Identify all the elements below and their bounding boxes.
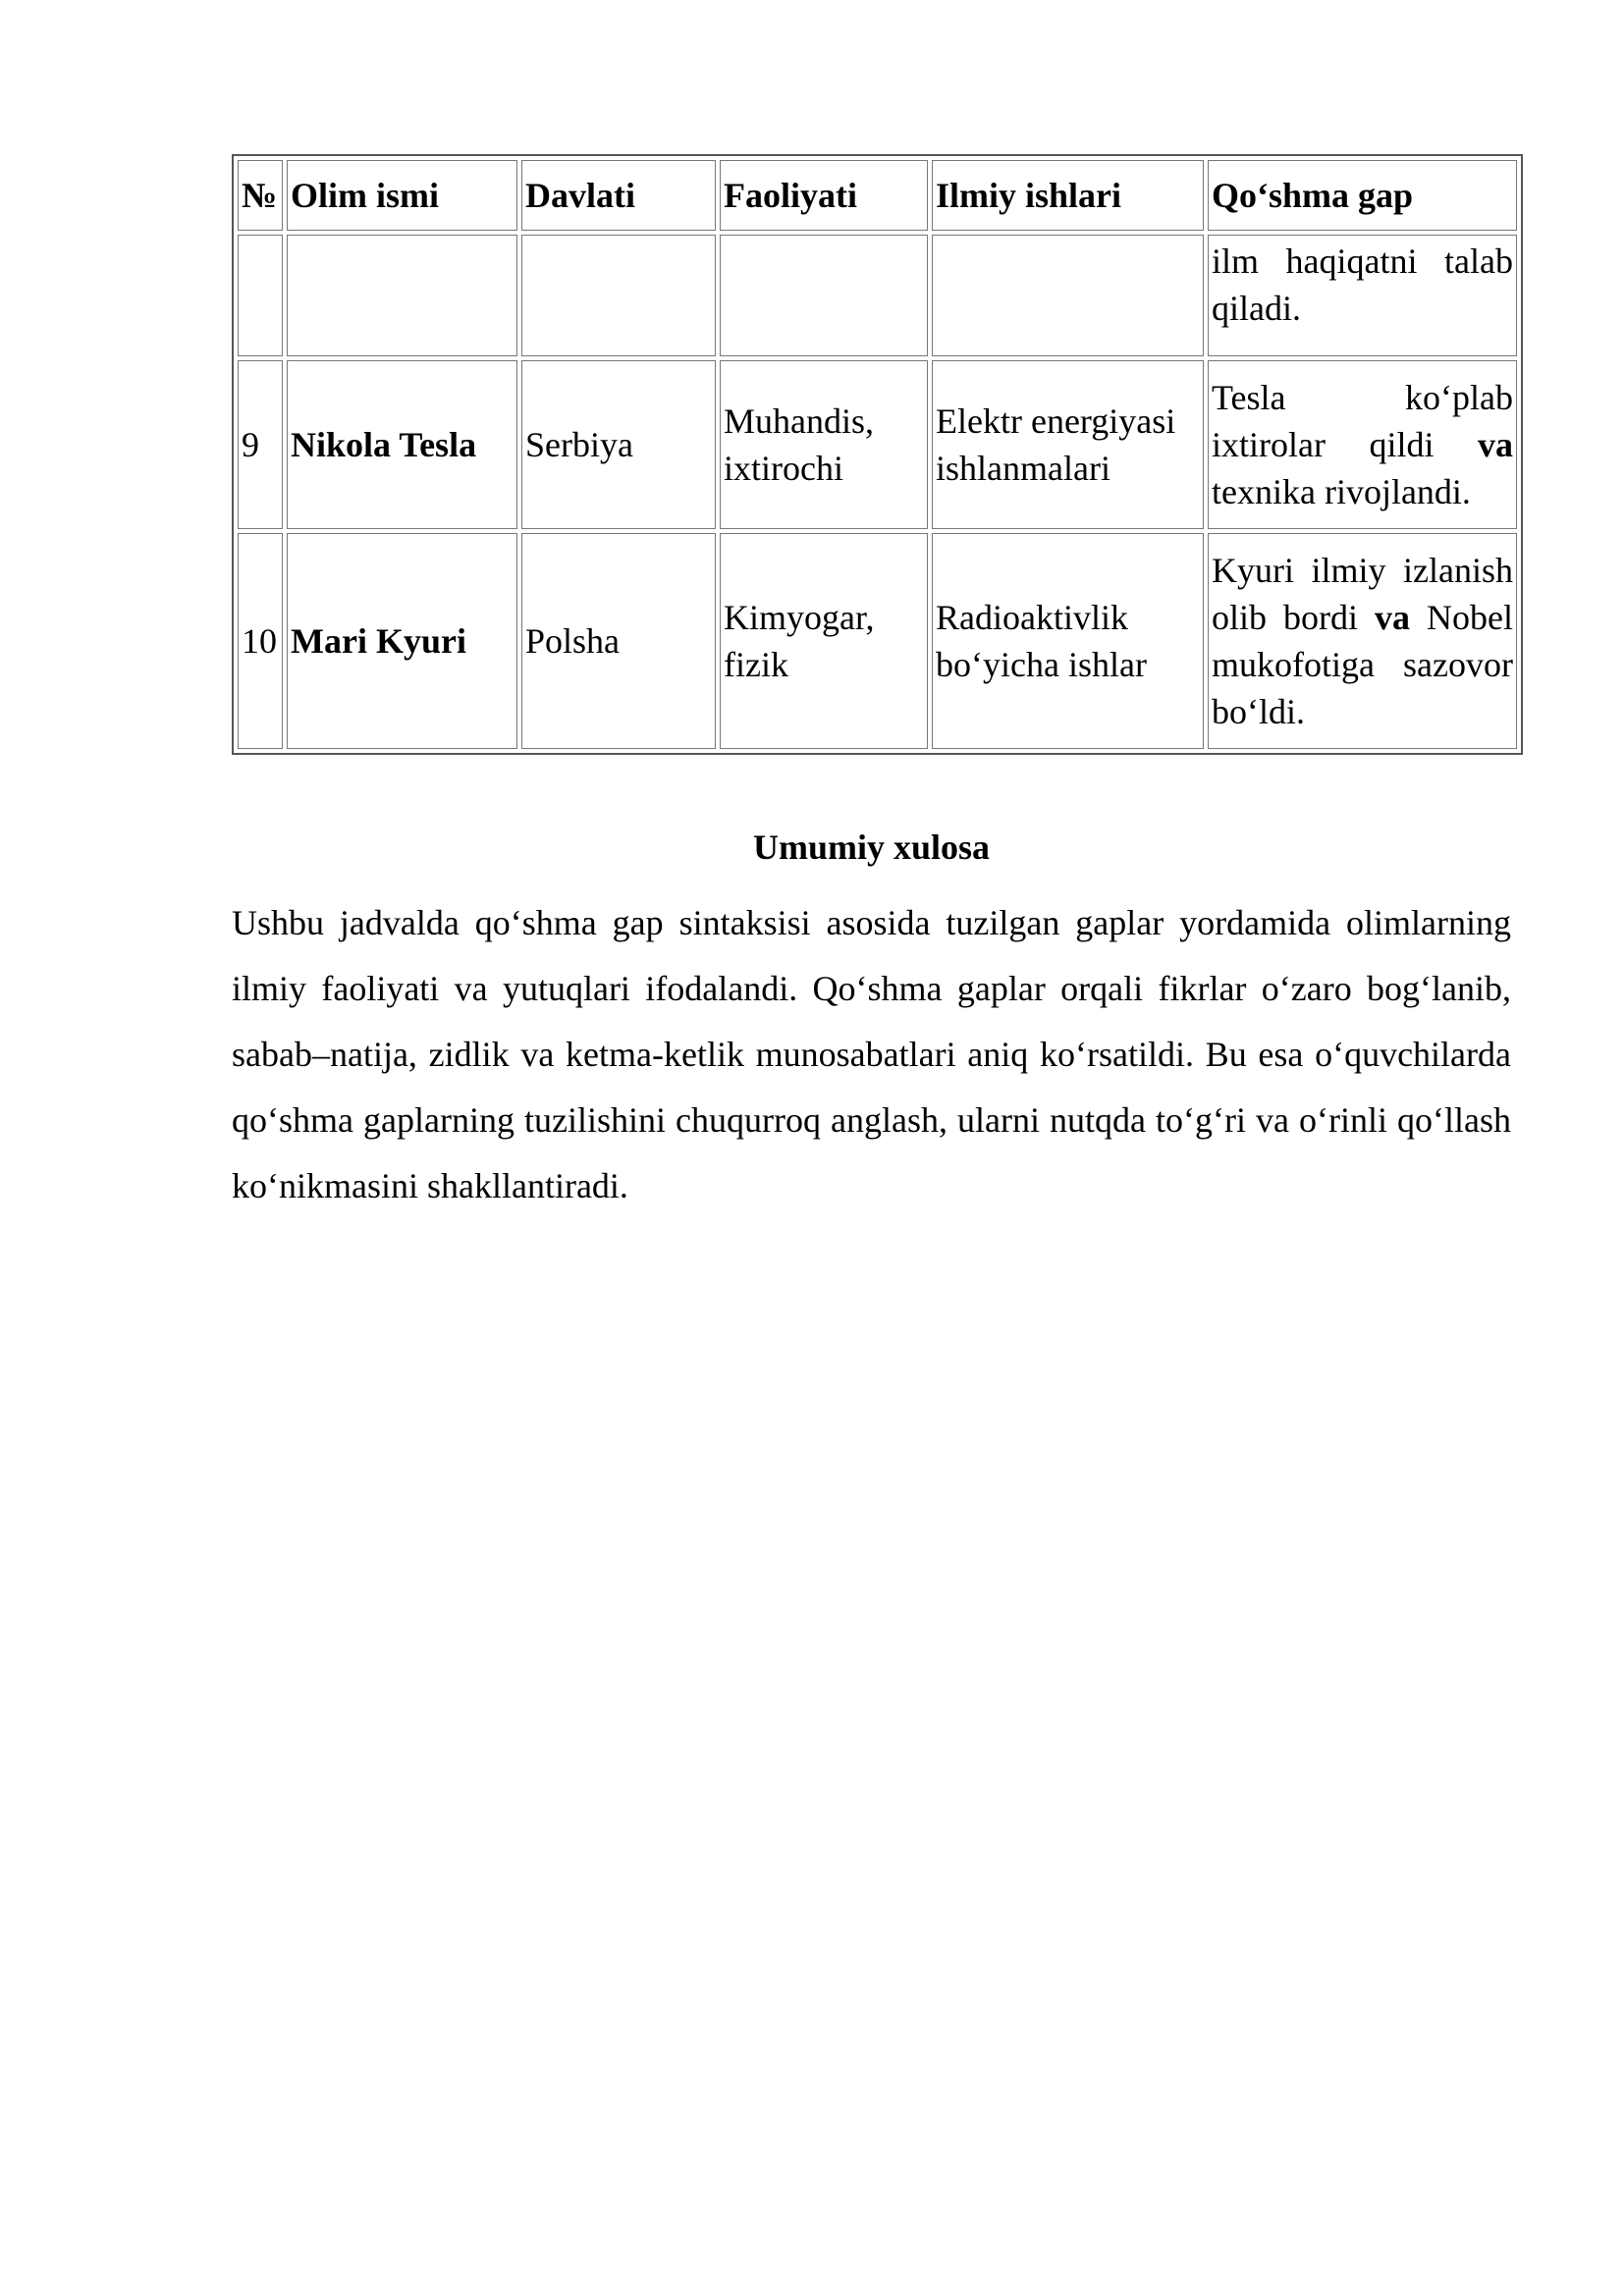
cell-number: [238, 235, 283, 356]
cell-country: [521, 235, 716, 356]
document-page: [232, 154, 1511, 1255]
conjunction: va: [1375, 598, 1411, 637]
table-row: [238, 360, 1517, 529]
header-scientific-works: Ilmiy ishlari: [932, 160, 1204, 231]
sentence-part: texnika rivojlandi.: [1212, 472, 1471, 511]
table-row: [238, 533, 1517, 749]
header-activity: Faoliyati: [720, 160, 928, 231]
table-header-row: [238, 160, 1517, 231]
scientists-table: [232, 154, 1523, 755]
table-row: [238, 235, 1517, 356]
cell-compound-sentence: [1208, 533, 1517, 749]
cell-name: [287, 235, 517, 356]
header-scientist-name: Olim ismi: [287, 160, 517, 231]
conclusion-paragraph: Ushbu jadvalda qo‘shma gap sintaksisi asosida tuzilgan gaplar yordamida olimlarning ilmiy faoliyati va yutuqlari ifodalandi. Qo‘shma gaplar orqali fikrlar o‘zaro bog‘lanib, sabab–natija, zidlik va ketma-ketlik munosabatlari aniq ko‘rsatildi. Bu esa o‘quvchilarda qo‘shma gaplarning tuzilishini chuqurroq anglash, ularni nutqda to‘g‘ri va o‘rinli qo‘llash ko‘nikmasini shakllantiradi.: [232, 903, 1511, 1205]
cell-country: Serbiya: [521, 360, 716, 529]
conclusion-heading: Umumiy xulosa: [752, 828, 991, 867]
cell-compound-sentence: [1208, 360, 1517, 529]
cell-works: Radioaktivlik bo‘yicha ishlar: [932, 533, 1204, 749]
cell-activity: Kimyogar, fizik: [720, 533, 928, 749]
sentence-part: Kyuri ilmiy izlanish olib bordi: [1212, 551, 1513, 637]
cell-number: 10: [238, 533, 283, 749]
cell-name: Mari Kyuri: [287, 533, 517, 749]
sentence-part: Nobel mukofotiga sazovor bo‘ldi.: [1212, 598, 1513, 731]
sentence-part: Tesla ko‘plab ixtirolar qildi: [1212, 378, 1513, 464]
header-number: №: [238, 160, 283, 231]
header-compound-sentence: Qo‘shma gap: [1208, 160, 1517, 231]
cell-works: [932, 235, 1204, 356]
conjunction: va: [1478, 425, 1513, 464]
cell-activity: [720, 235, 928, 356]
cell-name: Nikola Tesla: [287, 360, 517, 529]
cell-compound-sentence: ilm haqiqatni talab qiladi.: [1208, 235, 1517, 356]
cell-activity: Muhandis, ixtirochi: [720, 360, 928, 529]
cell-works: Elektr energiyasi ishlanmalari: [932, 360, 1204, 529]
header-country: Davlati: [521, 160, 716, 231]
cell-country: Polsha: [521, 533, 716, 749]
cell-number: 9: [238, 360, 283, 529]
